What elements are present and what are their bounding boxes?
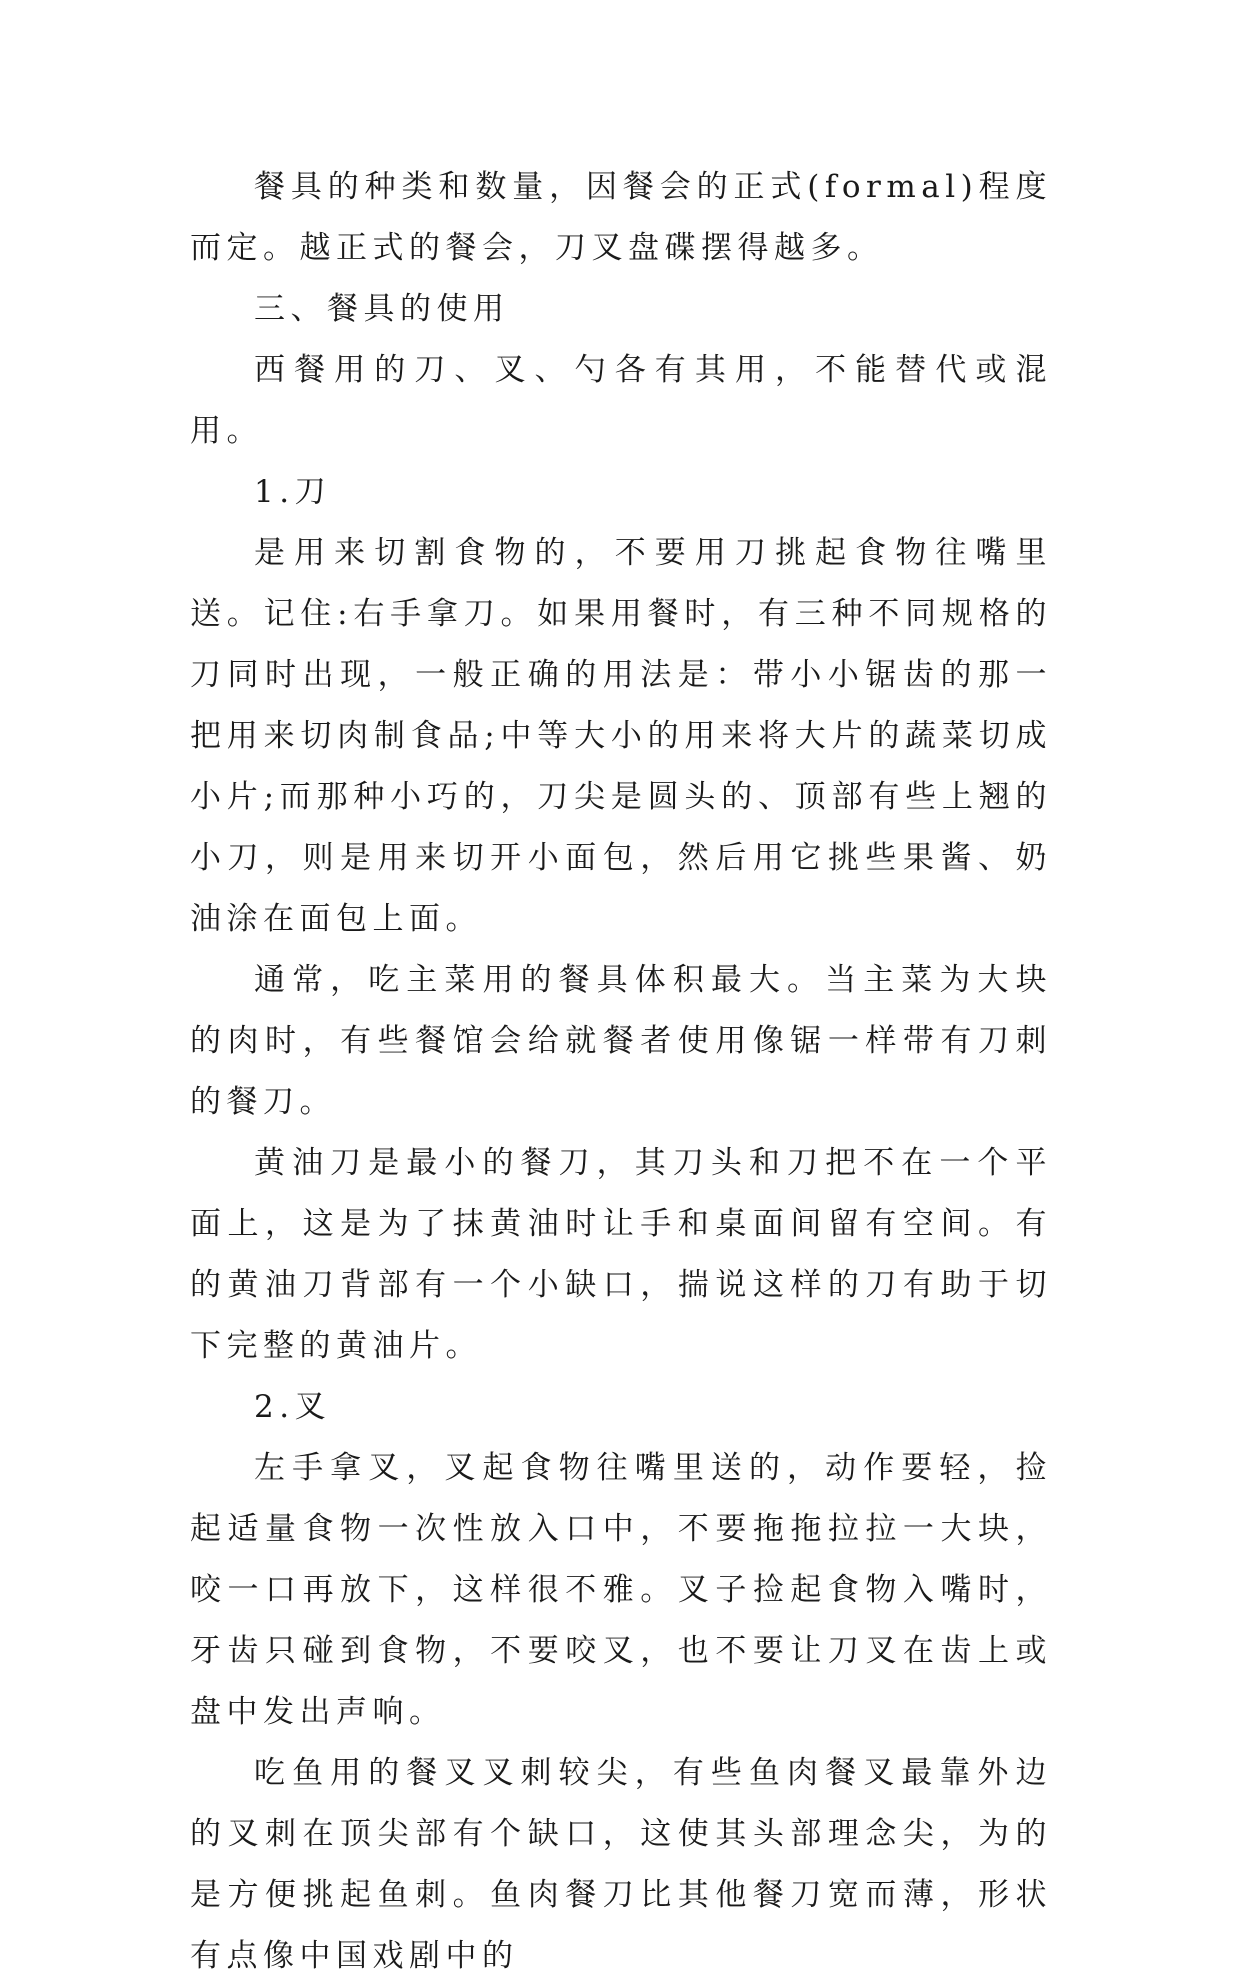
subheading-knife: 1.刀 (254, 474, 332, 510)
document-body (190, 157, 1052, 1987)
paragraph-butter-knife: 黄油刀是最小的餐刀，其刀头和刀把不在一个平面上，这是为了抹黄油时让手和桌面间留有空间。有的黄油刀背部有一个小缺口，揣说这样的刀有助于切下完整的黄油片。 (190, 1145, 1052, 1364)
paragraph-main-course-knife: 通常，吃主菜用的餐具体积最大。当主菜为大块的肉时，有些餐馆会给就餐者使用像锯一样带有刀刺的餐刀。 (190, 962, 1052, 1120)
paragraph-tableware-types: 餐具的种类和数量，因餐会的正式(formal)程度而定。越正式的餐会，刀叉盘碟摆得越多。 (190, 169, 1052, 266)
subheading-fork: 2.叉 (254, 1389, 332, 1425)
section-heading-tableware-use: 三、餐具的使用 (254, 291, 510, 327)
paragraph-fish-fork: 吃鱼用的餐叉叉刺较尖，有些鱼肉餐叉最靠外边的叉刺在顶尖部有个缺口，这使其头部理念尖，为的是方便挑起鱼刺。鱼肉餐刀比其他餐刀宽而薄，形状有点像中国戏剧中的 (190, 1755, 1052, 1974)
paragraph-western-utensils: 西餐用的刀、叉、勺各有其用，不能替代或混用。 (190, 352, 1052, 449)
paragraph-knife-usage: 是用来切割食物的，不要用刀挑起食物往嘴里送。记住:右手拿刀。如果用餐时，有三种不同规格的刀同时出现，一般正确的用法是：带小小锯齿的那一把用来切肉制食品;中等大小的用来将大片的蔬菜切成小片;而那种小巧的，刀尖是圆头的、顶部有些上翘的小刀，则是用来切开小面包，然后用它挑些果酱、奶油涂在面包上面。 (190, 535, 1052, 937)
paragraph-fork-usage: 左手拿叉，叉起食物往嘴里送的，动作要轻，捡起适量食物一次性放入口中，不要拖拖拉拉一大块，咬一口再放下，这样很不雅。叉子捡起食物入嘴时，牙齿只碰到食物，不要咬叉，也不要让刀叉在齿上或盘中发出声响。 (190, 1450, 1052, 1730)
